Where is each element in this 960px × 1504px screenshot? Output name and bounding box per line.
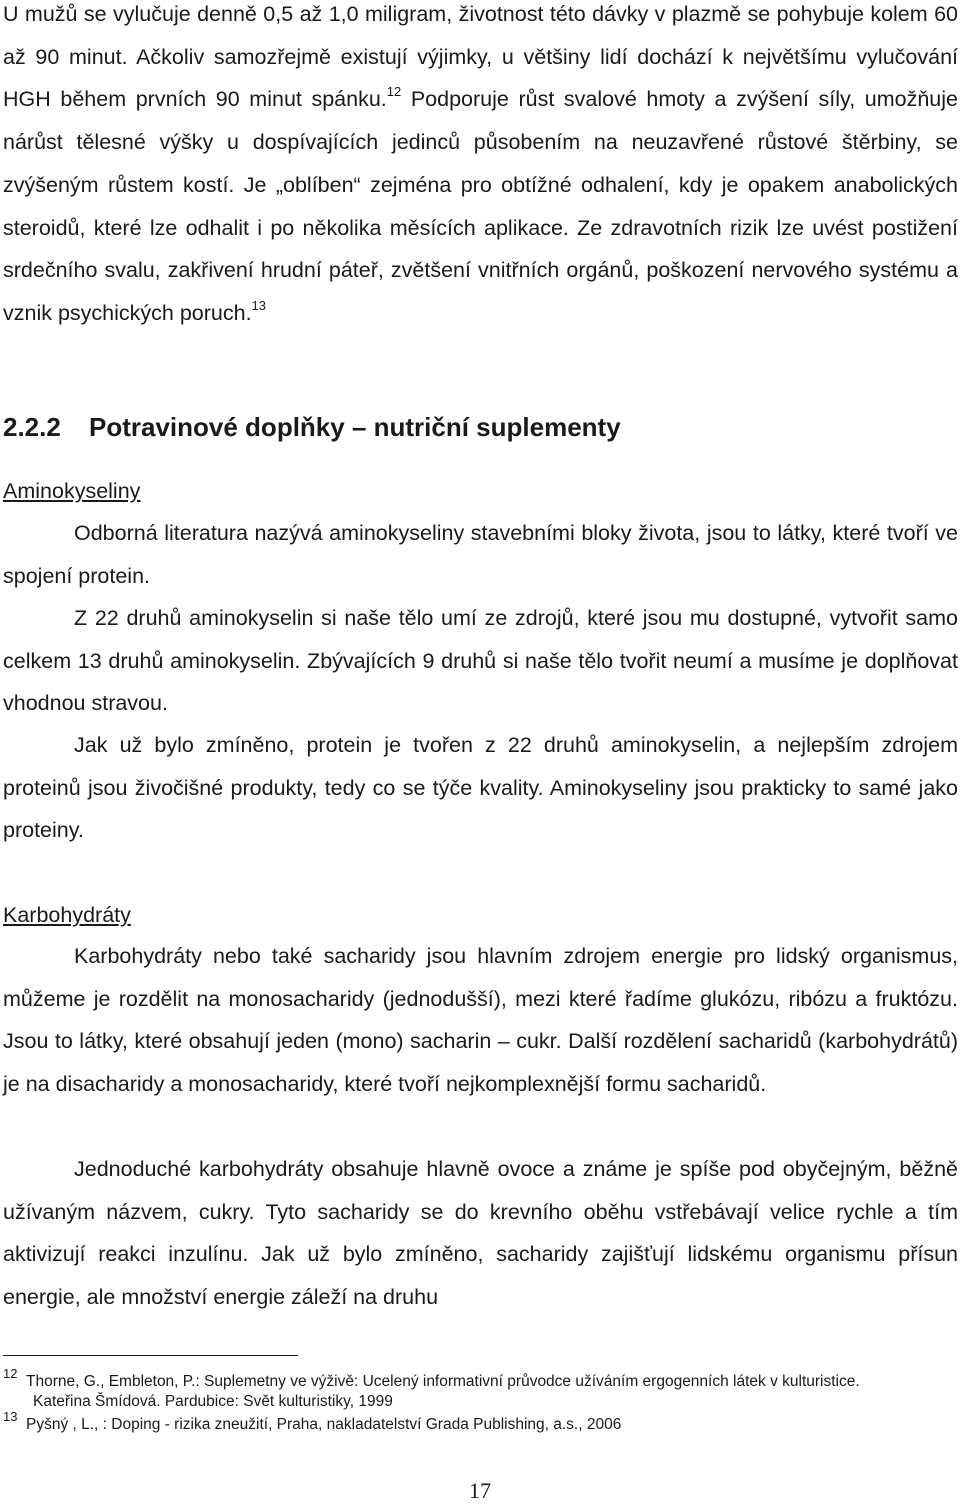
intro-text-1: U mužů se vylučuje denně 0,5 až 1,0 miligram, životnost této dávky v plazmě se pohybuje kolem 60 až 90 minut. Ačkoliv samozřejmě existují výjimky, u většiny lidí dochází k největšímu vylučování HGH během prvních 90 minut spánku. <box>3 2 958 112</box>
section-heading <box>3 407 621 447</box>
section-title: Potravinové doplňky – nutriční suplementy <box>89 412 621 442</box>
karbohydraty-paragraph-2: Jednoduché karbohydráty obsahuje hlavně ovoce a známe je spíše pod obyčejným, běžně užívaným názvem, cukry. Tyto sacharidy se do krevního oběhu vstřebávají velice rychle a tím aktivizují reakci inzulínu. Jak už bylo zmíněno, sacharidy zajišťují lidskému organismu přísun energie, ale množství energie záleží na druhu <box>3 1157 958 1310</box>
footnote-12 <box>3 1366 953 1412</box>
karbohydraty-paragraph-1: Karbohydráty nebo také sacharidy jsou hlavním zdrojem energie pro lidský organismus, můžeme je rozdělit na monosacharidy (jednodušší), mezi které řadíme glukózu, ribózu a fruktózu. Jsou to látky, které obsahují jeden (mono) sacharin – cukr. Další rozdělení sacharidů (karbohydrátů) je na disacharidy a monosacharidy, které tvoří nejkomplexnější formu sacharidů. <box>3 944 958 1097</box>
intro-text-2: Podporuje růst svalové hmoty a zvýšení síly, umožňuje nárůst tělesné výšky u dospívajících jedinců působením na neuzavřené růstové štěrbiny, se zvýšeným růstem kostí. Je „oblíben“ zejména pro obtížné odhalení, kdy je opakem anabolických steroidů, které lze odhalit i po několika měsících aplikace. Ze zdravotních rizik lze uvést postižení srdečního svalu, zakřivení hrudní páteř, zvětšení vnitřních orgánů, poškození nervového systému a vznik psychických poruch. <box>3 87 958 325</box>
page-number: 17 <box>469 1478 491 1503</box>
footnote-text: Pyšný , L., : Doping - rizika zneužití, Praha, nakladatelství Grada Publishing, a.s., 2006 <box>26 1416 622 1433</box>
aminokyseliny-paragraph-1: Odborná literatura nazývá aminokyseliny stavebními bloky života, jsou to látky, které tvoří ve spojení protein. <box>3 521 958 588</box>
footnote-text-continued: Kateřina Šmídová. Pardubice: Svět kulturistiky, 1999 <box>33 1393 393 1410</box>
section-number: 2.2.2 <box>3 412 61 442</box>
footnote-text: Thorne, G., Embleton, P.: Suplemetny ve výživě: Ucelený informativní průvodce užíváním ergogenních látek v kulturistice. <box>26 1373 860 1390</box>
intro-paragraph <box>3 0 958 335</box>
footnote-separator <box>3 1355 298 1356</box>
footnote-ref-13[interactable]: 13 <box>251 297 267 313</box>
footnote-number: 13 <box>3 1409 18 1424</box>
aminokyseliny-paragraph-3: Jak už bylo zmíněno, protein je tvořen z 22 druhů aminokyselin, a nejlepším zdrojem proteinů jsou živočišné produkty, tedy co se týče kvality. Aminokyseliny jsou prakticky to samé jako proteiny. <box>3 733 958 843</box>
aminokyseliny-paragraph-2: Z 22 druhů aminokyselin si naše tělo umí ze zdrojů, které jsou mu dostupné, vytvořit samo celkem 13 druhů aminokyselin. Zbývajících 9 druhů si naše tělo tvořit neumí a musíme je doplňovat vhodnou stravou. <box>3 606 958 716</box>
footnote-13 <box>3 1409 953 1435</box>
footnote-number: 12 <box>3 1366 18 1381</box>
aminokyseliny-heading: Aminokyseliny <box>3 479 141 503</box>
karbohydraty-heading: Karbohydráty <box>3 903 131 927</box>
footnote-ref-12[interactable]: 12 <box>386 84 402 100</box>
